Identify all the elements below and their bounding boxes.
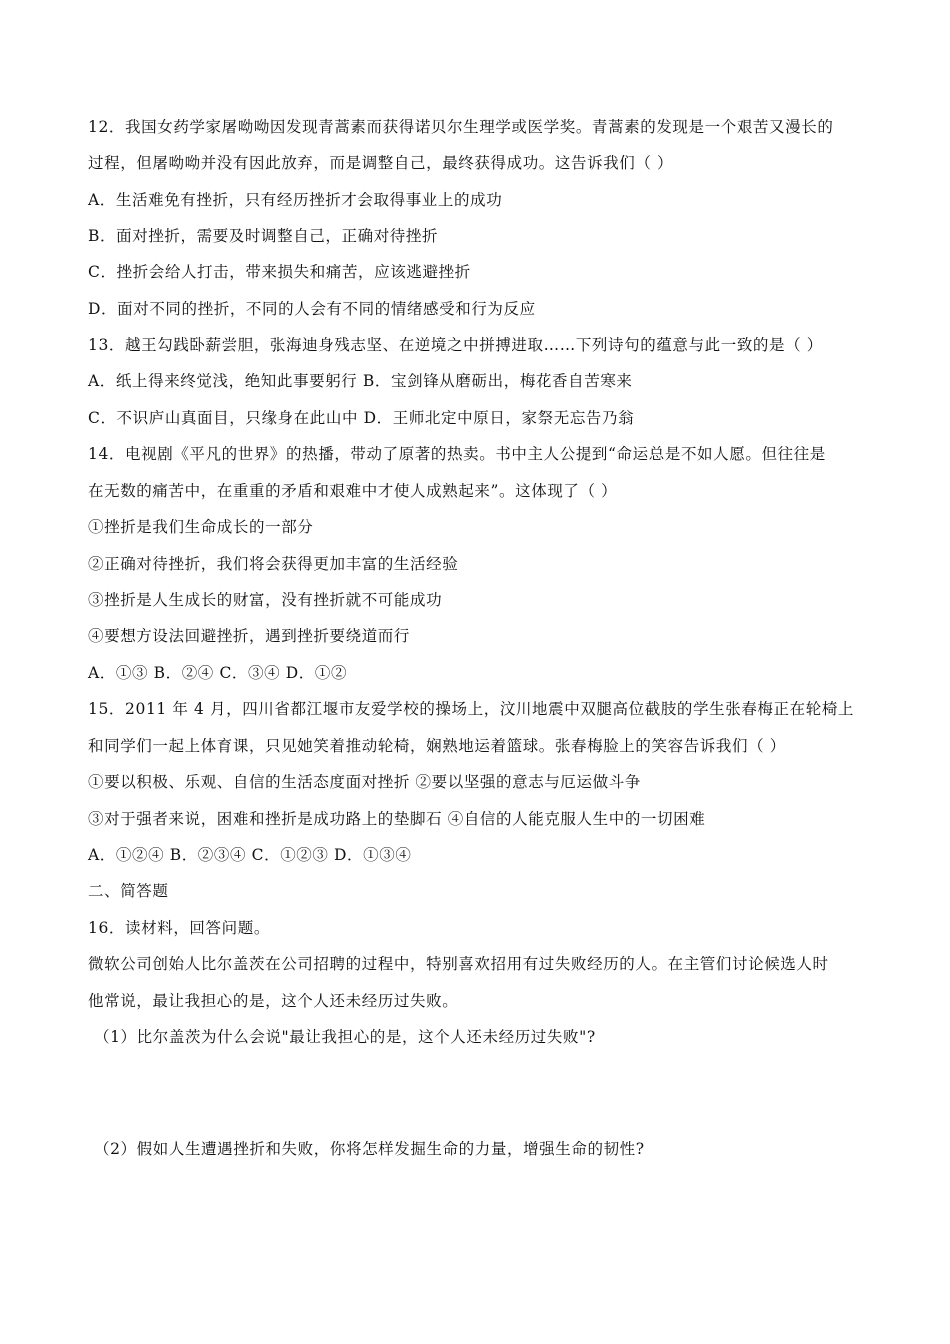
q15-stem-line-2: 和同学们一起上体育课，只见她笑着推动轮椅，娴熟地运着篮球。张春梅脸上的笑容告诉我们（ ）	[88, 737, 786, 755]
q12-stem-line-2: 过程，但屠呦呦并没有因此放弃，而是调整自己，最终获得成功。这告诉我们（ ）	[88, 154, 674, 172]
q16-subquestion-1: （1）比尔盖茨为什么会说"最让我担心的是，这个人还未经历过失败"?	[94, 1028, 596, 1046]
q15-statements-12: ①要以积极、乐观、自信的生活态度面对挫折 ②要以坚强的意志与厄运做斗争	[88, 773, 641, 791]
q14-statement-4: ④要想方设法回避挫折，遇到挫折要绕道而行	[88, 627, 411, 645]
q12-option-d: D．面对不同的挫折，不同的人会有不同的情绪感受和行为反应	[88, 300, 536, 318]
q13-options-ab: A．纸上得来终觉浅，绝知此事要躬行 B．宝剑锋从磨砺出，梅花香自苦寒来	[88, 372, 633, 390]
q15-stem-line-1: 15．2011 年 4 月，四川省都江堰市友爱学校的操场上，汶川地震中双腿高位截肢的学生张春梅正在轮椅上	[88, 700, 855, 718]
q13-stem: 13．越王勾践卧薪尝胆，张海迪身残志坚、在逆境之中拼搏进取……下列诗句的蕴意与此一致的是（ ）	[88, 336, 823, 354]
q16-subquestion-2: （2）假如人生遭遇挫折和失败，你将怎样发掘生命的力量，增强生命的韧性?	[94, 1140, 645, 1158]
q12-option-b: B．面对挫折，需要及时调整自己，正确对待挫折	[88, 227, 439, 245]
q16-material-line-2: 他常说，最让我担心的是，这个人还未经历过失败。	[88, 992, 459, 1010]
q14-stem-line-1: 14．电视剧《平凡的世界》的热播，带动了原著的热卖。书中主人公提到“命运总是不如人愿。但往往是	[88, 445, 826, 463]
q12-option-c: C．挫折会给人打击，带来损失和痛苦，应该逃避挫折	[88, 263, 471, 281]
q15-options: A．①②④ B．②③④ C．①②③ D．①③④	[88, 846, 412, 864]
q14-stem-line-2: 在无数的痛苦中，在重重的矛盾和艰难中才使人成熟起来”。这体现了（ ）	[88, 482, 618, 500]
q14-statement-1: ①挫折是我们生命成长的一部分	[88, 518, 314, 536]
q14-options: A．①③ B．②④ C．③④ D．①②	[88, 664, 348, 682]
section-heading: 二、简答题	[88, 882, 169, 900]
q14-statement-2: ②正确对待挫折，我们将会获得更加丰富的生活经验	[88, 555, 459, 573]
q15-statements-34: ③对于强者来说，困难和挫折是成功路上的垫脚石 ④自信的人能克服人生中的一切困难	[88, 810, 706, 828]
q16-stem: 16．读材料，回答问题。	[88, 919, 270, 937]
q16-material-line-1: 微软公司创始人比尔盖茨在公司招聘的过程中，特别喜欢招用有过失败经历的人。在主管们讨论候选人时	[88, 955, 829, 973]
q14-statement-3: ③挫折是人生成长的财富，没有挫折就不可能成功	[88, 591, 443, 609]
q12-stem-line-1: 12．我国女药学家屠呦呦因发现青蒿素而获得诺贝尔生理学或医学奖。青蒿素的发现是一个艰苦又漫长的	[88, 118, 834, 136]
q13-options-cd: C．不识庐山真面目，只缘身在此山中 D．王师北定中原日，家祭无忘告乃翁	[88, 409, 635, 427]
q12-option-a: A．生活难免有挫折，只有经历挫折才会取得事业上的成功	[88, 191, 503, 209]
